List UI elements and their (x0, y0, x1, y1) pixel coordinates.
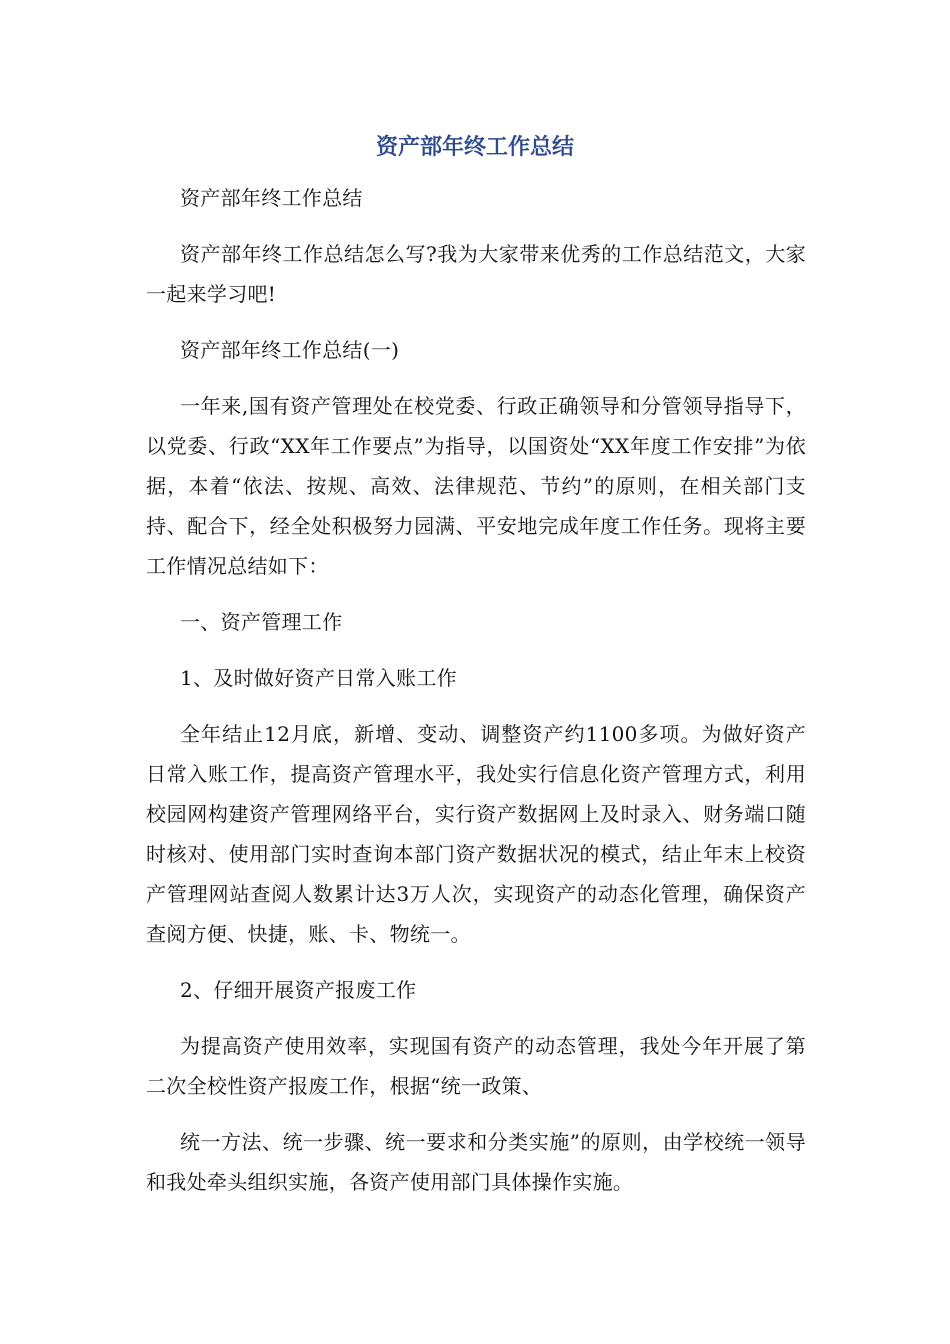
paragraph-heading-asset-management: 一、资产管理工作 (180, 610, 343, 634)
paragraph-intro: 资产部年终工作总结怎么写?我为大家带来优秀的工作总结范文，大家一起来学习吧! (146, 242, 806, 306)
paragraph-heading-disposal: 2、仔细开展资产报废工作 (180, 978, 417, 1002)
document-body (146, 178, 806, 1218)
paragraph-heading-daily-entry: 1、及时做好资产日常入账工作 (180, 666, 457, 690)
paragraph-overview: 一年来,国有资产管理处在校党委、行政正确领导和分管领导指导下，以党委、行政“XX年工作要点”为指导，以国资处“XX年度工作安排”为依据，本着“依法、按规、高效、法律规范、节约”的原则，在相关部门支持、配合下，经全处积极努力园满、平安地完成年度工作任务。现将主要工作情况总结如下： (146, 394, 806, 578)
paragraph-daily-entry: 全年结止12月底，新增、变动、调整资产约1100多项。为做好资产日常入账工作，提高资产管理水平，我处实行信息化资产管理方式，利用校园网构建资产管理网络平台，实行资产数据网上及时录入、财务端口随时核对、使用部门实时查询本部门资产数据状况的模式，结止年末上校资产管理网站查阅人数累计达3万人次，实现资产的动态化管理，确保资产查阅方便、快捷，账、卡、物统一。 (146, 722, 806, 946)
document-title: 资产部年终工作总结 (375, 135, 574, 160)
paragraph-subtitle: 资产部年终工作总结 (180, 186, 363, 210)
paragraph-section-heading: 资产部年终工作总结(一) (180, 338, 400, 362)
paragraph-disposal-part2: 统一方法、统一步骤、统一要求和分类实施”的原则，由学校统一领导和我处牵头组织实施，各资产使用部门具体操作实施。 (146, 1130, 806, 1194)
paragraph-disposal-part1: 为提高资产使用效率，实现国有资产的动态管理，我处今年开展了第二次全校性资产报废工作，根据“统一政策、 (146, 1034, 806, 1098)
